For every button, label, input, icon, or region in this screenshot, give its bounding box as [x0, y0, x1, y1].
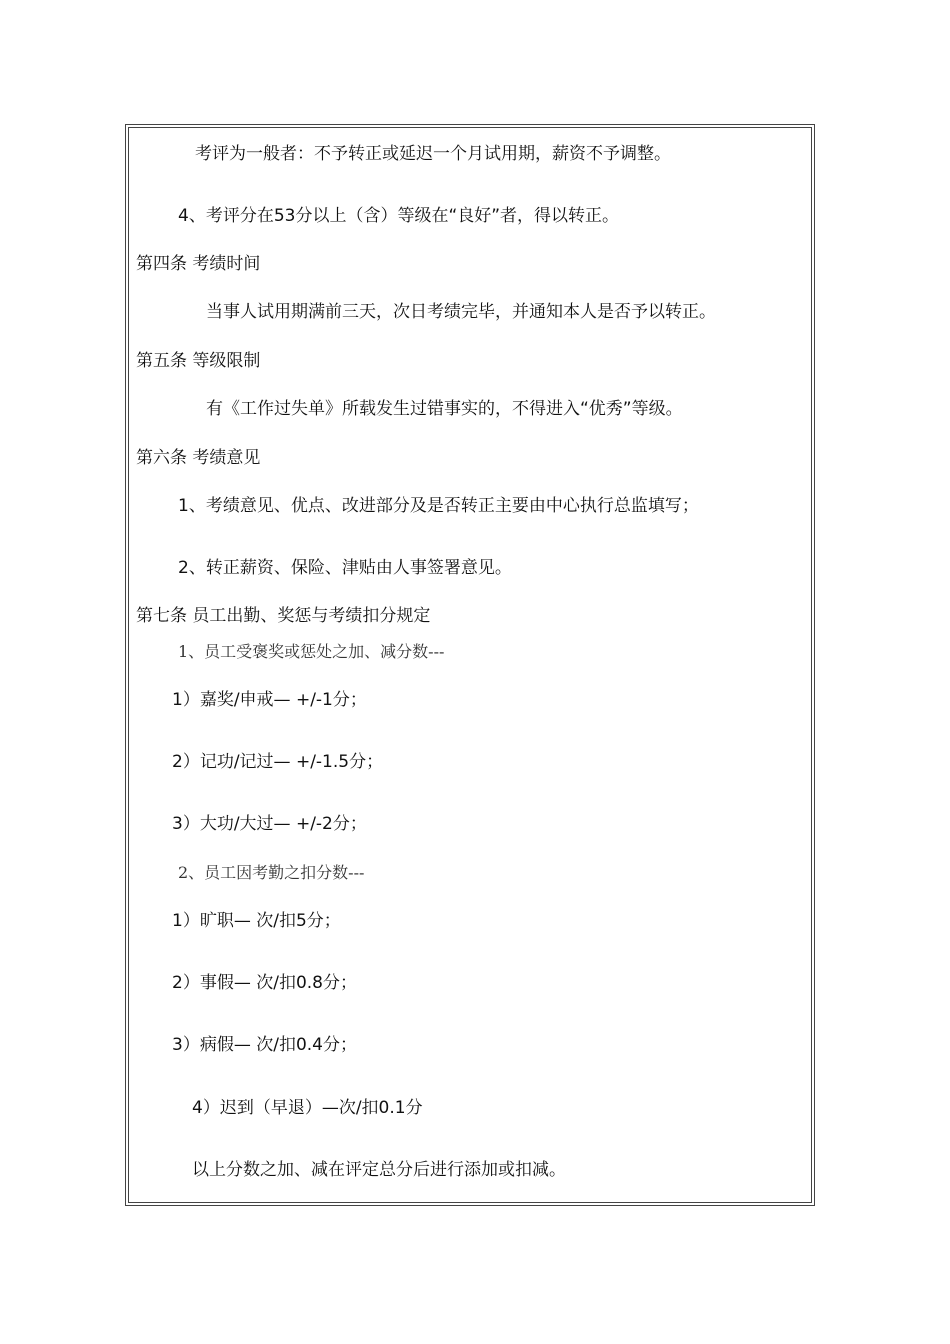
text-line-reward-3: 3）大功/大过— +/-2分； [172, 814, 367, 834]
article-4-heading: 第四条 考绩时间 [136, 254, 261, 274]
text-line-general-rating: 考评为一般者：不予转正或延迟一个月试用期，薪资不予调整。 [195, 144, 671, 164]
text-line-attendance-3: 3）病假— 次/扣0.4分； [172, 1035, 357, 1055]
text-line-reward-1: 1）嘉奖/申戒— +/-1分； [172, 690, 367, 710]
text-line-attendance-4: 4）迟到（早退）—次/扣0.1分 [192, 1098, 423, 1118]
article-7-heading: 第七条 员工出勤、奖惩与考绩扣分规定 [136, 606, 431, 626]
article-6-heading: 第六条 考绩意见 [136, 448, 261, 468]
text-line-reward-penalty-heading: 1、员工受褒奖或惩处之加、减分数--- [178, 642, 445, 661]
text-line-attendance-2: 2）事假— 次/扣0.8分； [172, 973, 357, 993]
article-5-heading: 第五条 等级限制 [136, 351, 261, 371]
text-line-rule-4: 4、考评分在53分以上（含）等级在“良好”者，得以转正。 [178, 206, 620, 226]
text-line-reward-2: 2）记功/记过— +/-1.5分； [172, 752, 384, 772]
text-line-attendance-1: 1）旷职— 次/扣5分； [172, 911, 341, 931]
text-line-summary: 以上分数之加、减在评定总分后进行添加或扣减。 [192, 1160, 566, 1180]
text-line-level-limit: 有《工作过失单》所载发生过错事实的，不得进入“优秀”等级。 [206, 399, 683, 419]
text-line-opinion-1: 1、考绩意见、优点、改进部分及是否转正主要由中心执行总监填写； [178, 496, 699, 516]
text-line-opinion-2: 2、转正薪资、保险、津贴由人事签署意见。 [178, 558, 512, 578]
text-line-attendance-heading: 2、员工因考勤之扣分数--- [178, 863, 365, 882]
text-line-evaluation-time: 当事人试用期满前三天，次日考绩完毕，并通知本人是否予以转正。 [206, 302, 716, 322]
